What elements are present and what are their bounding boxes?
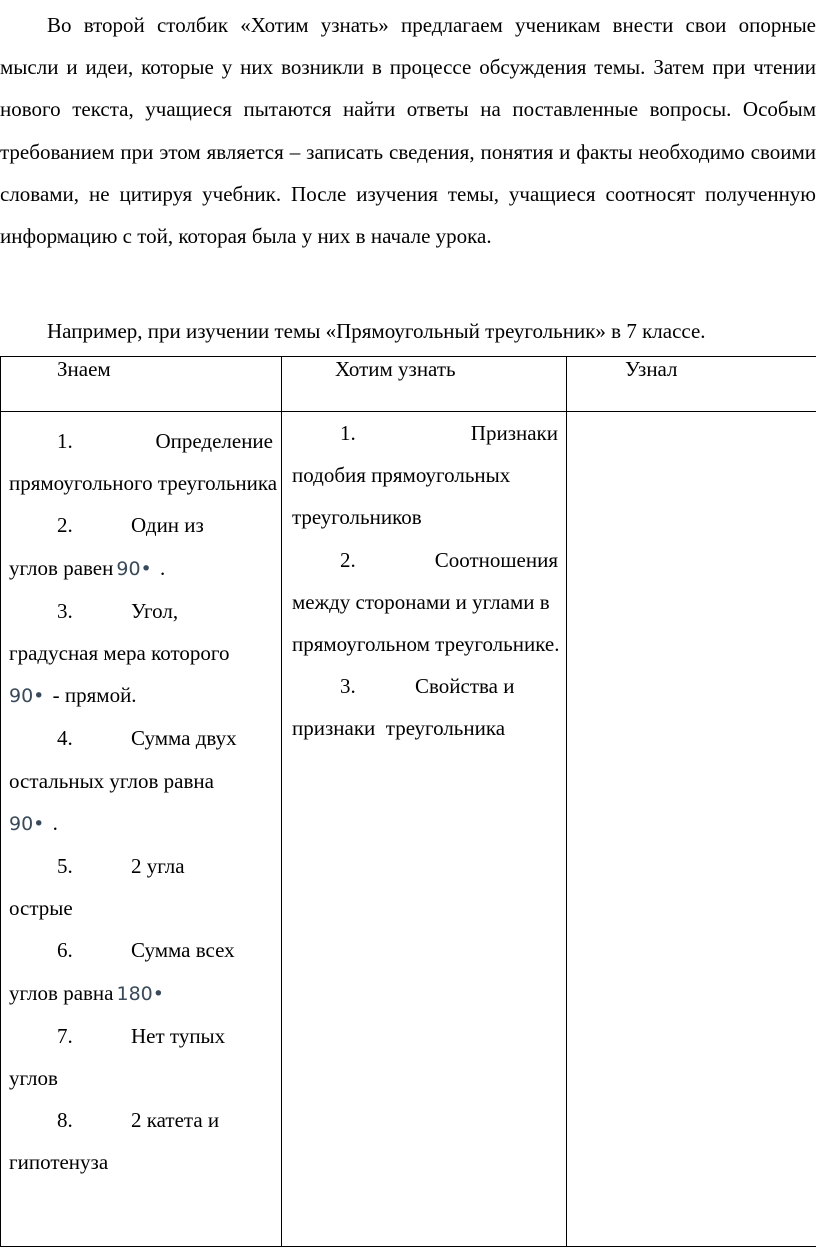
- list-item: 6. Сумма всех углов равна 180•: [9, 938, 235, 1005]
- degree-formula-icon: 90•: [9, 812, 45, 835]
- cell-know: [1, 412, 282, 1247]
- header-know: Знаем: [1, 357, 282, 412]
- cell-want-to-know: [282, 412, 567, 1247]
- list-item: 2. Один из углов равен 90• .: [9, 513, 204, 580]
- list-item: 8. 2 катета и гипотенуза: [9, 1108, 220, 1175]
- header-learned: Узнал: [567, 357, 816, 412]
- list-item: 2. Соотношения между сторонами и углами в прямоугольном треугольнике.: [292, 547, 560, 657]
- degree-formula-icon: 90•: [116, 557, 152, 580]
- degree-formula-icon: 180•: [116, 982, 164, 1005]
- list-item: 3. Угол, градусная мера которого 90• - прямой.: [9, 598, 230, 708]
- intro-paragraph: Во второй столбик «Хотим узнать» предлагаем ученикам внести свои опорные мысли и идеи, которые у них возникли в процессе обсуждения темы. Затем при чтении нового текста, учащиеся пытаются найти ответы на поставленные вопросы. Особым требованием при этом является – записать сведения, понятия и факты необходимо своими словами, не цитируя учебник. После изучения темы, учащиеся соотносят полученную информацию с той, которая была у них в начале урока.: [0, 13, 816, 249]
- example-paragraph: Например, при изучении темы «Прямоугольный треугольник» в 7 классе.: [47, 319, 706, 343]
- kwl-table: [0, 356, 816, 1247]
- list-item: 4. Сумма двух остальных углов равна 90• .: [9, 726, 237, 835]
- list-item: 1. Признаки подобия прямоугольных треугольников: [292, 421, 558, 530]
- list-item: 1. Определение прямоугольного треугольника: [9, 429, 278, 496]
- table-header-row: [1, 357, 816, 412]
- list-item: 5. 2 угла острые: [9, 854, 185, 921]
- list-item: 3. Свойства и признаки треугольника: [292, 674, 515, 741]
- header-want-to-know: Хотим узнать: [282, 357, 567, 412]
- list-item: 7. Нет тупых углов: [9, 1023, 226, 1091]
- table-body-row: [1, 412, 816, 1247]
- cell-learned: [567, 412, 816, 1247]
- degree-formula-icon: 90•: [9, 685, 45, 708]
